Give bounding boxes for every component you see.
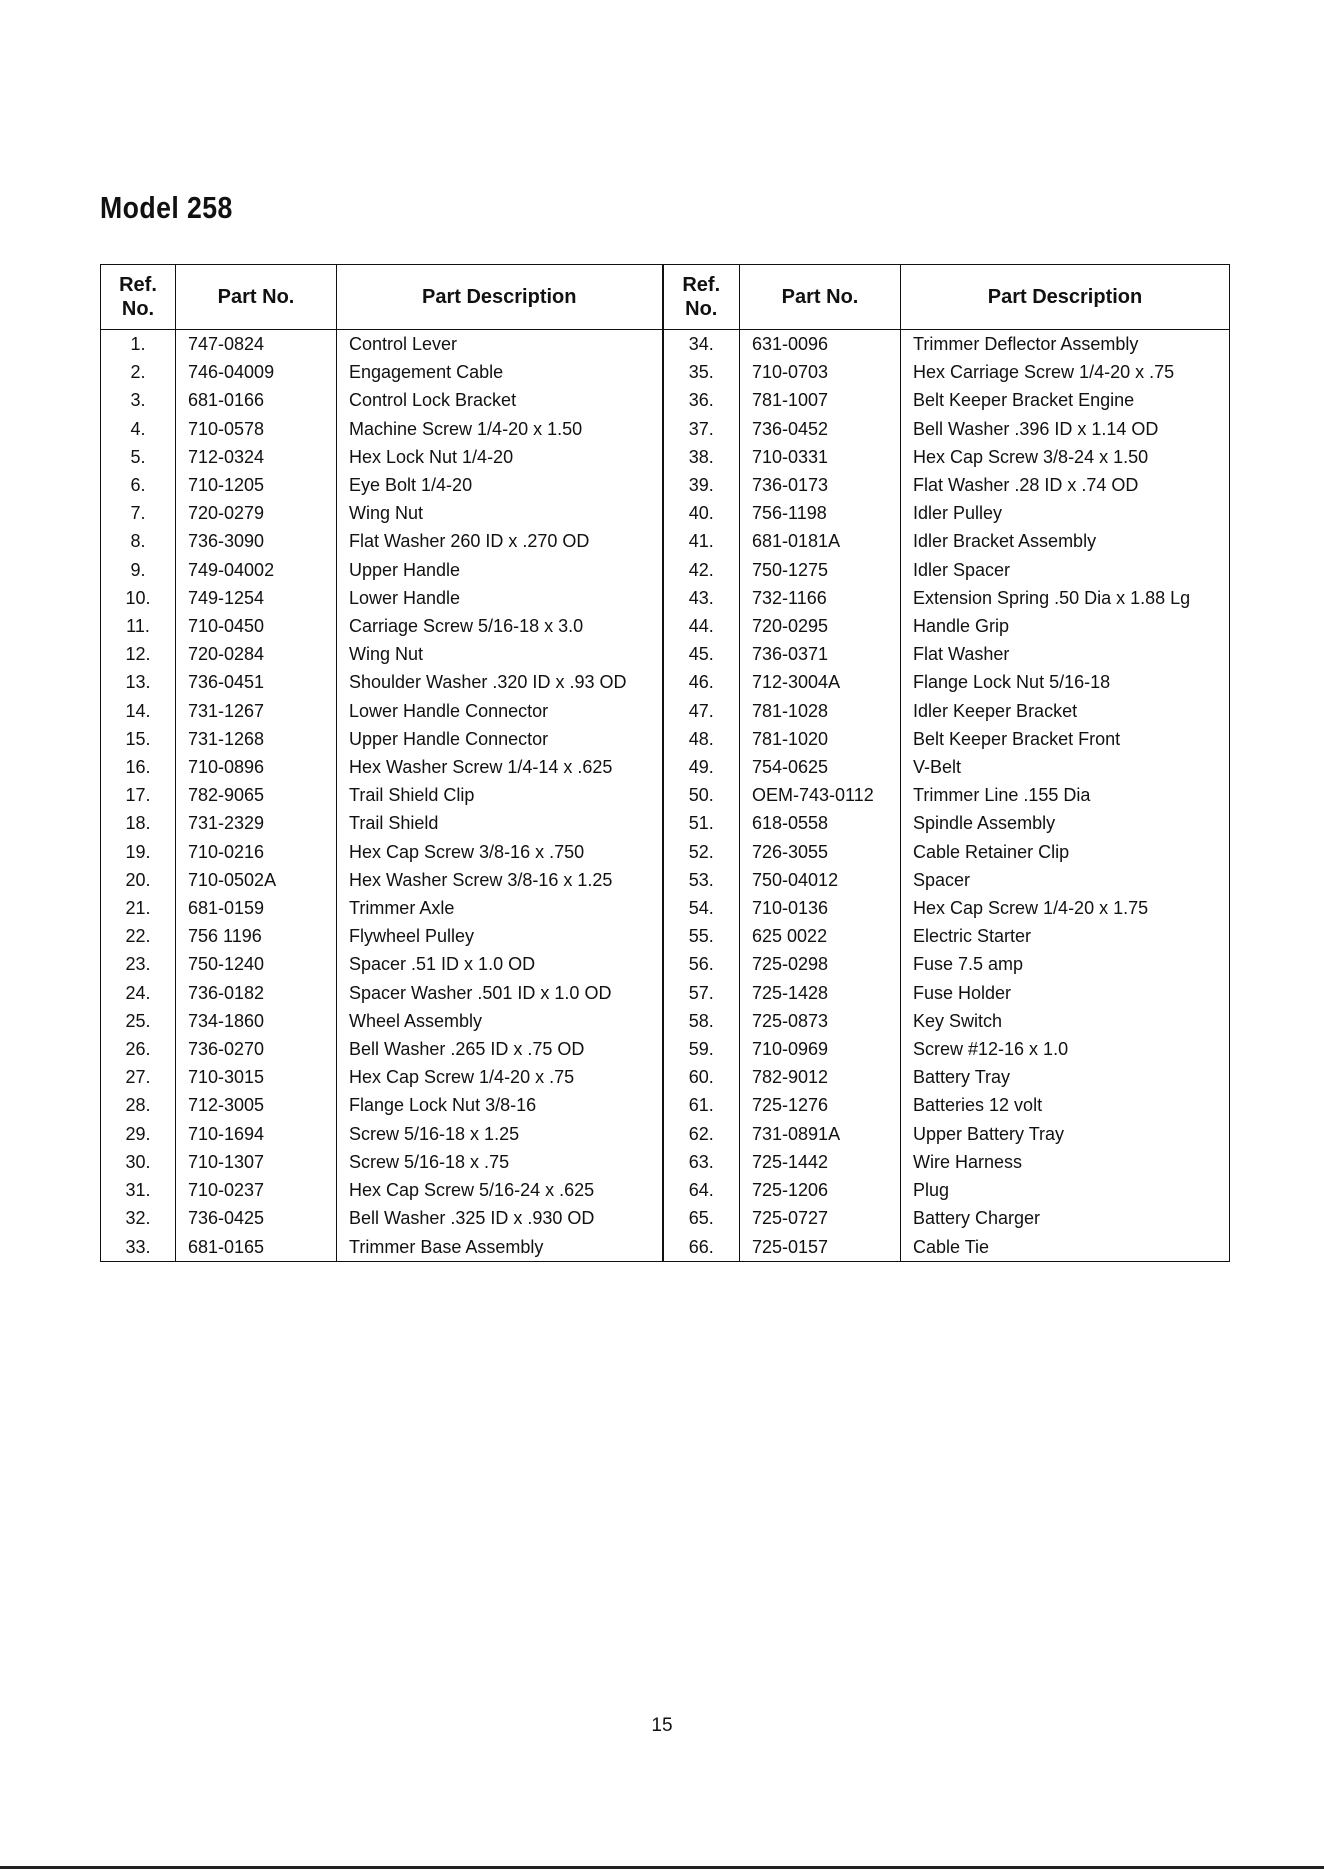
ref-no-cell: 19. (101, 838, 176, 866)
part-description-cell: Eye Bolt 1/4-20 (337, 471, 663, 499)
part-description-cell: Trimmer Line .155 Dia (901, 781, 1230, 809)
part-no-cell: 756-1198 (740, 499, 901, 527)
ref-no-cell: 65. (663, 1204, 740, 1232)
bottom-rule (0, 1866, 1324, 1869)
ref-no-cell: 24. (101, 979, 176, 1007)
part-no-cell: 726-3055 (740, 838, 901, 866)
part-description-cell: Bell Washer .325 ID x .930 OD (337, 1204, 663, 1232)
part-description-cell: Belt Keeper Bracket Front (901, 725, 1230, 753)
part-description-cell: Lower Handle Connector (337, 697, 663, 725)
part-description-cell: Wheel Assembly (337, 1007, 663, 1035)
table-row (101, 415, 1230, 443)
part-no-cell: 782-9065 (176, 781, 337, 809)
part-no-cell: 710-0331 (740, 443, 901, 471)
ref-no-cell: 20. (101, 866, 176, 894)
part-no-cell: 725-1276 (740, 1091, 901, 1119)
part-description-cell: Spindle Assembly (901, 809, 1230, 837)
part-description-cell: Fuse Holder (901, 979, 1230, 1007)
ref-no-cell: 17. (101, 781, 176, 809)
part-no-cell: 750-1240 (176, 950, 337, 978)
part-no-cell: 710-0969 (740, 1035, 901, 1063)
part-no-cell: 720-0279 (176, 499, 337, 527)
table-row (101, 979, 1230, 1007)
table-row (101, 922, 1230, 950)
ref-no-cell: 34. (663, 330, 740, 359)
part-no-cell: 710-0216 (176, 838, 337, 866)
part-description-cell: Spacer Washer .501 ID x 1.0 OD (337, 979, 663, 1007)
part-no-cell: 736-0182 (176, 979, 337, 1007)
table-row (101, 697, 1230, 725)
ref-no-cell: 33. (101, 1233, 176, 1262)
table-row (101, 725, 1230, 753)
part-no-cell: 725-1428 (740, 979, 901, 1007)
ref-no-cell: 41. (663, 527, 740, 555)
part-no-cell: 736-0270 (176, 1035, 337, 1063)
part-description-cell: Machine Screw 1/4-20 x 1.50 (337, 415, 663, 443)
table-row (101, 330, 1230, 359)
table-row (101, 1176, 1230, 1204)
part-description-cell: Engagement Cable (337, 358, 663, 386)
ref-no-cell: 50. (663, 781, 740, 809)
part-no-cell: 725-1206 (740, 1176, 901, 1204)
ref-no-cell: 18. (101, 809, 176, 837)
part-description-cell: Idler Pulley (901, 499, 1230, 527)
ref-no-cell: 43. (663, 584, 740, 612)
part-no-cell: 725-0298 (740, 950, 901, 978)
part-no-cell: 710-1694 (176, 1120, 337, 1148)
part-no-cell: 749-1254 (176, 584, 337, 612)
part-description-cell: Flat Washer .28 ID x .74 OD (901, 471, 1230, 499)
part-no-cell: 725-0873 (740, 1007, 901, 1035)
table-row (101, 471, 1230, 499)
ref-no-cell: 49. (663, 753, 740, 781)
part-no-cell: 618-0558 (740, 809, 901, 837)
ref-no-cell: 27. (101, 1063, 176, 1091)
part-description-cell: Lower Handle (337, 584, 663, 612)
part-description-cell: Idler Spacer (901, 556, 1230, 584)
part-description-cell: Flat Washer (901, 640, 1230, 668)
part-no-cell: 781-1007 (740, 386, 901, 414)
ref-no-cell: 51. (663, 809, 740, 837)
part-no-cell: 720-0295 (740, 612, 901, 640)
ref-no-cell: 36. (663, 386, 740, 414)
part-description-cell: Hex Washer Screw 3/8-16 x 1.25 (337, 866, 663, 894)
ref-no-cell: 39. (663, 471, 740, 499)
ref-no-cell: 23. (101, 950, 176, 978)
ref-no-cell: 63. (663, 1148, 740, 1176)
table-row (101, 950, 1230, 978)
part-description-cell: Trimmer Deflector Assembly (901, 330, 1230, 359)
part-no-cell: 725-0157 (740, 1233, 901, 1262)
part-no-cell: 781-1028 (740, 697, 901, 725)
part-description-cell: V-Belt (901, 753, 1230, 781)
ref-no-cell: 48. (663, 725, 740, 753)
part-description-cell: Flange Lock Nut 5/16-18 (901, 668, 1230, 696)
part-description-cell: Batteries 12 volt (901, 1091, 1230, 1119)
ref-no-cell: 66. (663, 1233, 740, 1262)
part-no-header: Part No. (176, 265, 337, 330)
part-no-cell: 710-1307 (176, 1148, 337, 1176)
part-no-cell: 710-0703 (740, 358, 901, 386)
part-description-cell: Handle Grip (901, 612, 1230, 640)
ref-no-cell: 3. (101, 386, 176, 414)
ref-no-cell: 26. (101, 1035, 176, 1063)
part-no-cell: 710-0578 (176, 415, 337, 443)
table-row (101, 1204, 1230, 1232)
table-row (101, 1120, 1230, 1148)
table-row (101, 584, 1230, 612)
part-no-cell: 750-04012 (740, 866, 901, 894)
ref-no-cell: 4. (101, 415, 176, 443)
part-no-cell: 710-0502A (176, 866, 337, 894)
ref-no-cell: 11. (101, 612, 176, 640)
table-row (101, 1148, 1230, 1176)
ref-no-cell: 8. (101, 527, 176, 555)
part-description-cell: Screw 5/16-18 x .75 (337, 1148, 663, 1176)
part-description-cell: Upper Handle (337, 556, 663, 584)
parts-table-header (101, 265, 1230, 330)
part-description-cell: Spacer .51 ID x 1.0 OD (337, 950, 663, 978)
ref-no-cell: 21. (101, 894, 176, 922)
ref-no-cell: 2. (101, 358, 176, 386)
table-row (101, 386, 1230, 414)
part-description-cell: Trimmer Base Assembly (337, 1233, 663, 1262)
part-no-cell: 710-0450 (176, 612, 337, 640)
table-row (101, 668, 1230, 696)
part-description-cell: Wing Nut (337, 499, 663, 527)
ref-no-cell: 13. (101, 668, 176, 696)
ref-no-cell: 22. (101, 922, 176, 950)
part-no-cell: 681-0159 (176, 894, 337, 922)
part-no-cell: 736-0371 (740, 640, 901, 668)
table-row (101, 612, 1230, 640)
ref-no-cell: 32. (101, 1204, 176, 1232)
table-row (101, 781, 1230, 809)
ref-no-cell: 55. (663, 922, 740, 950)
part-description-cell: Flat Washer 260 ID x .270 OD (337, 527, 663, 555)
part-no-header: Part No. (740, 265, 901, 330)
part-description-cell: Shoulder Washer .320 ID x .93 OD (337, 668, 663, 696)
part-description-cell: Bell Washer .265 ID x .75 OD (337, 1035, 663, 1063)
part-no-cell: 747-0824 (176, 330, 337, 359)
part-description-cell: Bell Washer .396 ID x 1.14 OD (901, 415, 1230, 443)
table-row (101, 443, 1230, 471)
part-no-cell: 781-1020 (740, 725, 901, 753)
part-no-cell: 710-3015 (176, 1063, 337, 1091)
part-description-cell: Hex Lock Nut 1/4-20 (337, 443, 663, 471)
ref-no-cell: 6. (101, 471, 176, 499)
part-no-cell: 712-3005 (176, 1091, 337, 1119)
ref-no-cell: 62. (663, 1120, 740, 1148)
table-row (101, 866, 1230, 894)
part-no-cell: 625 0022 (740, 922, 901, 950)
part-description-cell: Cable Retainer Clip (901, 838, 1230, 866)
part-no-cell: 720-0284 (176, 640, 337, 668)
part-no-cell: 731-0891A (740, 1120, 901, 1148)
part-description-cell: Wire Harness (901, 1148, 1230, 1176)
table-row (101, 1035, 1230, 1063)
ref-no-cell: 25. (101, 1007, 176, 1035)
ref-no-cell: 31. (101, 1176, 176, 1204)
table-row (101, 809, 1230, 837)
part-description-cell: Cable Tie (901, 1233, 1230, 1262)
ref-no-cell: 44. (663, 612, 740, 640)
part-description-cell: Hex Cap Screw 3/8-16 x .750 (337, 838, 663, 866)
part-description-cell: Upper Battery Tray (901, 1120, 1230, 1148)
part-no-cell: 736-0173 (740, 471, 901, 499)
part-no-cell: 736-0452 (740, 415, 901, 443)
part-no-cell: 712-3004A (740, 668, 901, 696)
part-description-cell: Control Lever (337, 330, 663, 359)
table-row (101, 894, 1230, 922)
parts-table-body (101, 330, 1230, 1262)
ref-no-cell: 57. (663, 979, 740, 1007)
table-row (101, 1091, 1230, 1119)
table-row (101, 753, 1230, 781)
part-no-cell: 736-0451 (176, 668, 337, 696)
part-no-cell: 756 1196 (176, 922, 337, 950)
part-no-cell: 681-0165 (176, 1233, 337, 1262)
ref-no-cell: 30. (101, 1148, 176, 1176)
ref-no-cell: 16. (101, 753, 176, 781)
part-no-cell: 736-3090 (176, 527, 337, 555)
part-no-cell: 731-1267 (176, 697, 337, 725)
part-no-cell: 731-2329 (176, 809, 337, 837)
part-no-cell: 710-1205 (176, 471, 337, 499)
table-row (101, 527, 1230, 555)
part-description-cell: Key Switch (901, 1007, 1230, 1035)
table-row (101, 556, 1230, 584)
part-no-cell: 782-9012 (740, 1063, 901, 1091)
ref-no-cell: 64. (663, 1176, 740, 1204)
ref-no-cell: 61. (663, 1091, 740, 1119)
part-description-cell: Screw #12-16 x 1.0 (901, 1035, 1230, 1063)
part-description-cell: Battery Charger (901, 1204, 1230, 1232)
ref-no-cell: 42. (663, 556, 740, 584)
part-no-cell: 710-0237 (176, 1176, 337, 1204)
ref-no-cell: 15. (101, 725, 176, 753)
ref-no-cell: 14. (101, 697, 176, 725)
ref-no-cell: 45. (663, 640, 740, 668)
part-description-header: Part Description (337, 265, 663, 330)
part-no-cell: 681-0181A (740, 527, 901, 555)
ref-no-header: Ref. No. (663, 265, 740, 330)
part-description-cell: Control Lock Bracket (337, 386, 663, 414)
ref-no-cell: 37. (663, 415, 740, 443)
ref-no-cell: 29. (101, 1120, 176, 1148)
part-description-cell: Upper Handle Connector (337, 725, 663, 753)
part-description-cell: Spacer (901, 866, 1230, 894)
part-description-cell: Flywheel Pulley (337, 922, 663, 950)
part-description-cell: Hex Cap Screw 5/16-24 x .625 (337, 1176, 663, 1204)
part-no-cell: 725-0727 (740, 1204, 901, 1232)
part-description-cell: Screw 5/16-18 x 1.25 (337, 1120, 663, 1148)
table-row (101, 1063, 1230, 1091)
table-row (101, 358, 1230, 386)
ref-no-cell: 1. (101, 330, 176, 359)
part-description-cell: Wing Nut (337, 640, 663, 668)
part-description-header: Part Description (901, 265, 1230, 330)
ref-no-cell: 38. (663, 443, 740, 471)
ref-no-cell: 35. (663, 358, 740, 386)
ref-no-cell: 12. (101, 640, 176, 668)
page-title: Model 258 (100, 190, 233, 225)
part-description-cell: Flange Lock Nut 3/8-16 (337, 1091, 663, 1119)
part-description-cell: Hex Cap Screw 1/4-20 x .75 (337, 1063, 663, 1091)
ref-no-cell: 10. (101, 584, 176, 612)
part-description-cell: Hex Carriage Screw 1/4-20 x .75 (901, 358, 1230, 386)
part-description-cell: Trail Shield (337, 809, 663, 837)
part-description-cell: Electric Starter (901, 922, 1230, 950)
ref-no-cell: 46. (663, 668, 740, 696)
part-no-cell: 750-1275 (740, 556, 901, 584)
part-no-cell: 710-0136 (740, 894, 901, 922)
part-no-cell: 749-04002 (176, 556, 337, 584)
table-row (101, 838, 1230, 866)
part-description-cell: Battery Tray (901, 1063, 1230, 1091)
part-no-cell: 754-0625 (740, 753, 901, 781)
table-row (101, 499, 1230, 527)
part-no-cell: 681-0166 (176, 386, 337, 414)
part-description-cell: Plug (901, 1176, 1230, 1204)
ref-no-cell: 60. (663, 1063, 740, 1091)
table-row (101, 640, 1230, 668)
parts-table (100, 264, 1230, 1262)
part-description-cell: Trimmer Axle (337, 894, 663, 922)
part-no-cell: 746-04009 (176, 358, 337, 386)
ref-no-cell: 5. (101, 443, 176, 471)
part-no-cell: 736-0425 (176, 1204, 337, 1232)
part-no-cell: 731-1268 (176, 725, 337, 753)
ref-no-header: Ref. No. (101, 265, 176, 330)
ref-no-cell: 28. (101, 1091, 176, 1119)
ref-no-cell: 54. (663, 894, 740, 922)
part-description-cell: Belt Keeper Bracket Engine (901, 386, 1230, 414)
part-description-cell: Hex Cap Screw 1/4-20 x 1.75 (901, 894, 1230, 922)
part-no-cell: 631-0096 (740, 330, 901, 359)
part-no-cell: 712-0324 (176, 443, 337, 471)
ref-no-cell: 59. (663, 1035, 740, 1063)
part-no-cell: 732-1166 (740, 584, 901, 612)
part-description-cell: Fuse 7.5 amp (901, 950, 1230, 978)
part-no-cell: 725-1442 (740, 1148, 901, 1176)
ref-no-cell: 53. (663, 866, 740, 894)
part-description-cell: Hex Cap Screw 3/8-24 x 1.50 (901, 443, 1230, 471)
ref-no-cell: 9. (101, 556, 176, 584)
table-row (101, 1007, 1230, 1035)
part-no-cell: OEM-743-0112 (740, 781, 901, 809)
part-no-cell: 710-0896 (176, 753, 337, 781)
ref-no-cell: 56. (663, 950, 740, 978)
ref-no-cell: 52. (663, 838, 740, 866)
part-description-cell: Idler Bracket Assembly (901, 527, 1230, 555)
part-no-cell: 734-1860 (176, 1007, 337, 1035)
part-description-cell: Hex Washer Screw 1/4-14 x .625 (337, 753, 663, 781)
part-description-cell: Idler Keeper Bracket (901, 697, 1230, 725)
ref-no-cell: 47. (663, 697, 740, 725)
table-row (101, 1233, 1230, 1262)
ref-no-cell: 58. (663, 1007, 740, 1035)
page-number: 15 (651, 1715, 673, 1736)
part-description-cell: Trail Shield Clip (337, 781, 663, 809)
part-description-cell: Carriage Screw 5/16-18 x 3.0 (337, 612, 663, 640)
ref-no-cell: 7. (101, 499, 176, 527)
ref-no-cell: 40. (663, 499, 740, 527)
part-description-cell: Extension Spring .50 Dia x 1.88 Lg (901, 584, 1230, 612)
